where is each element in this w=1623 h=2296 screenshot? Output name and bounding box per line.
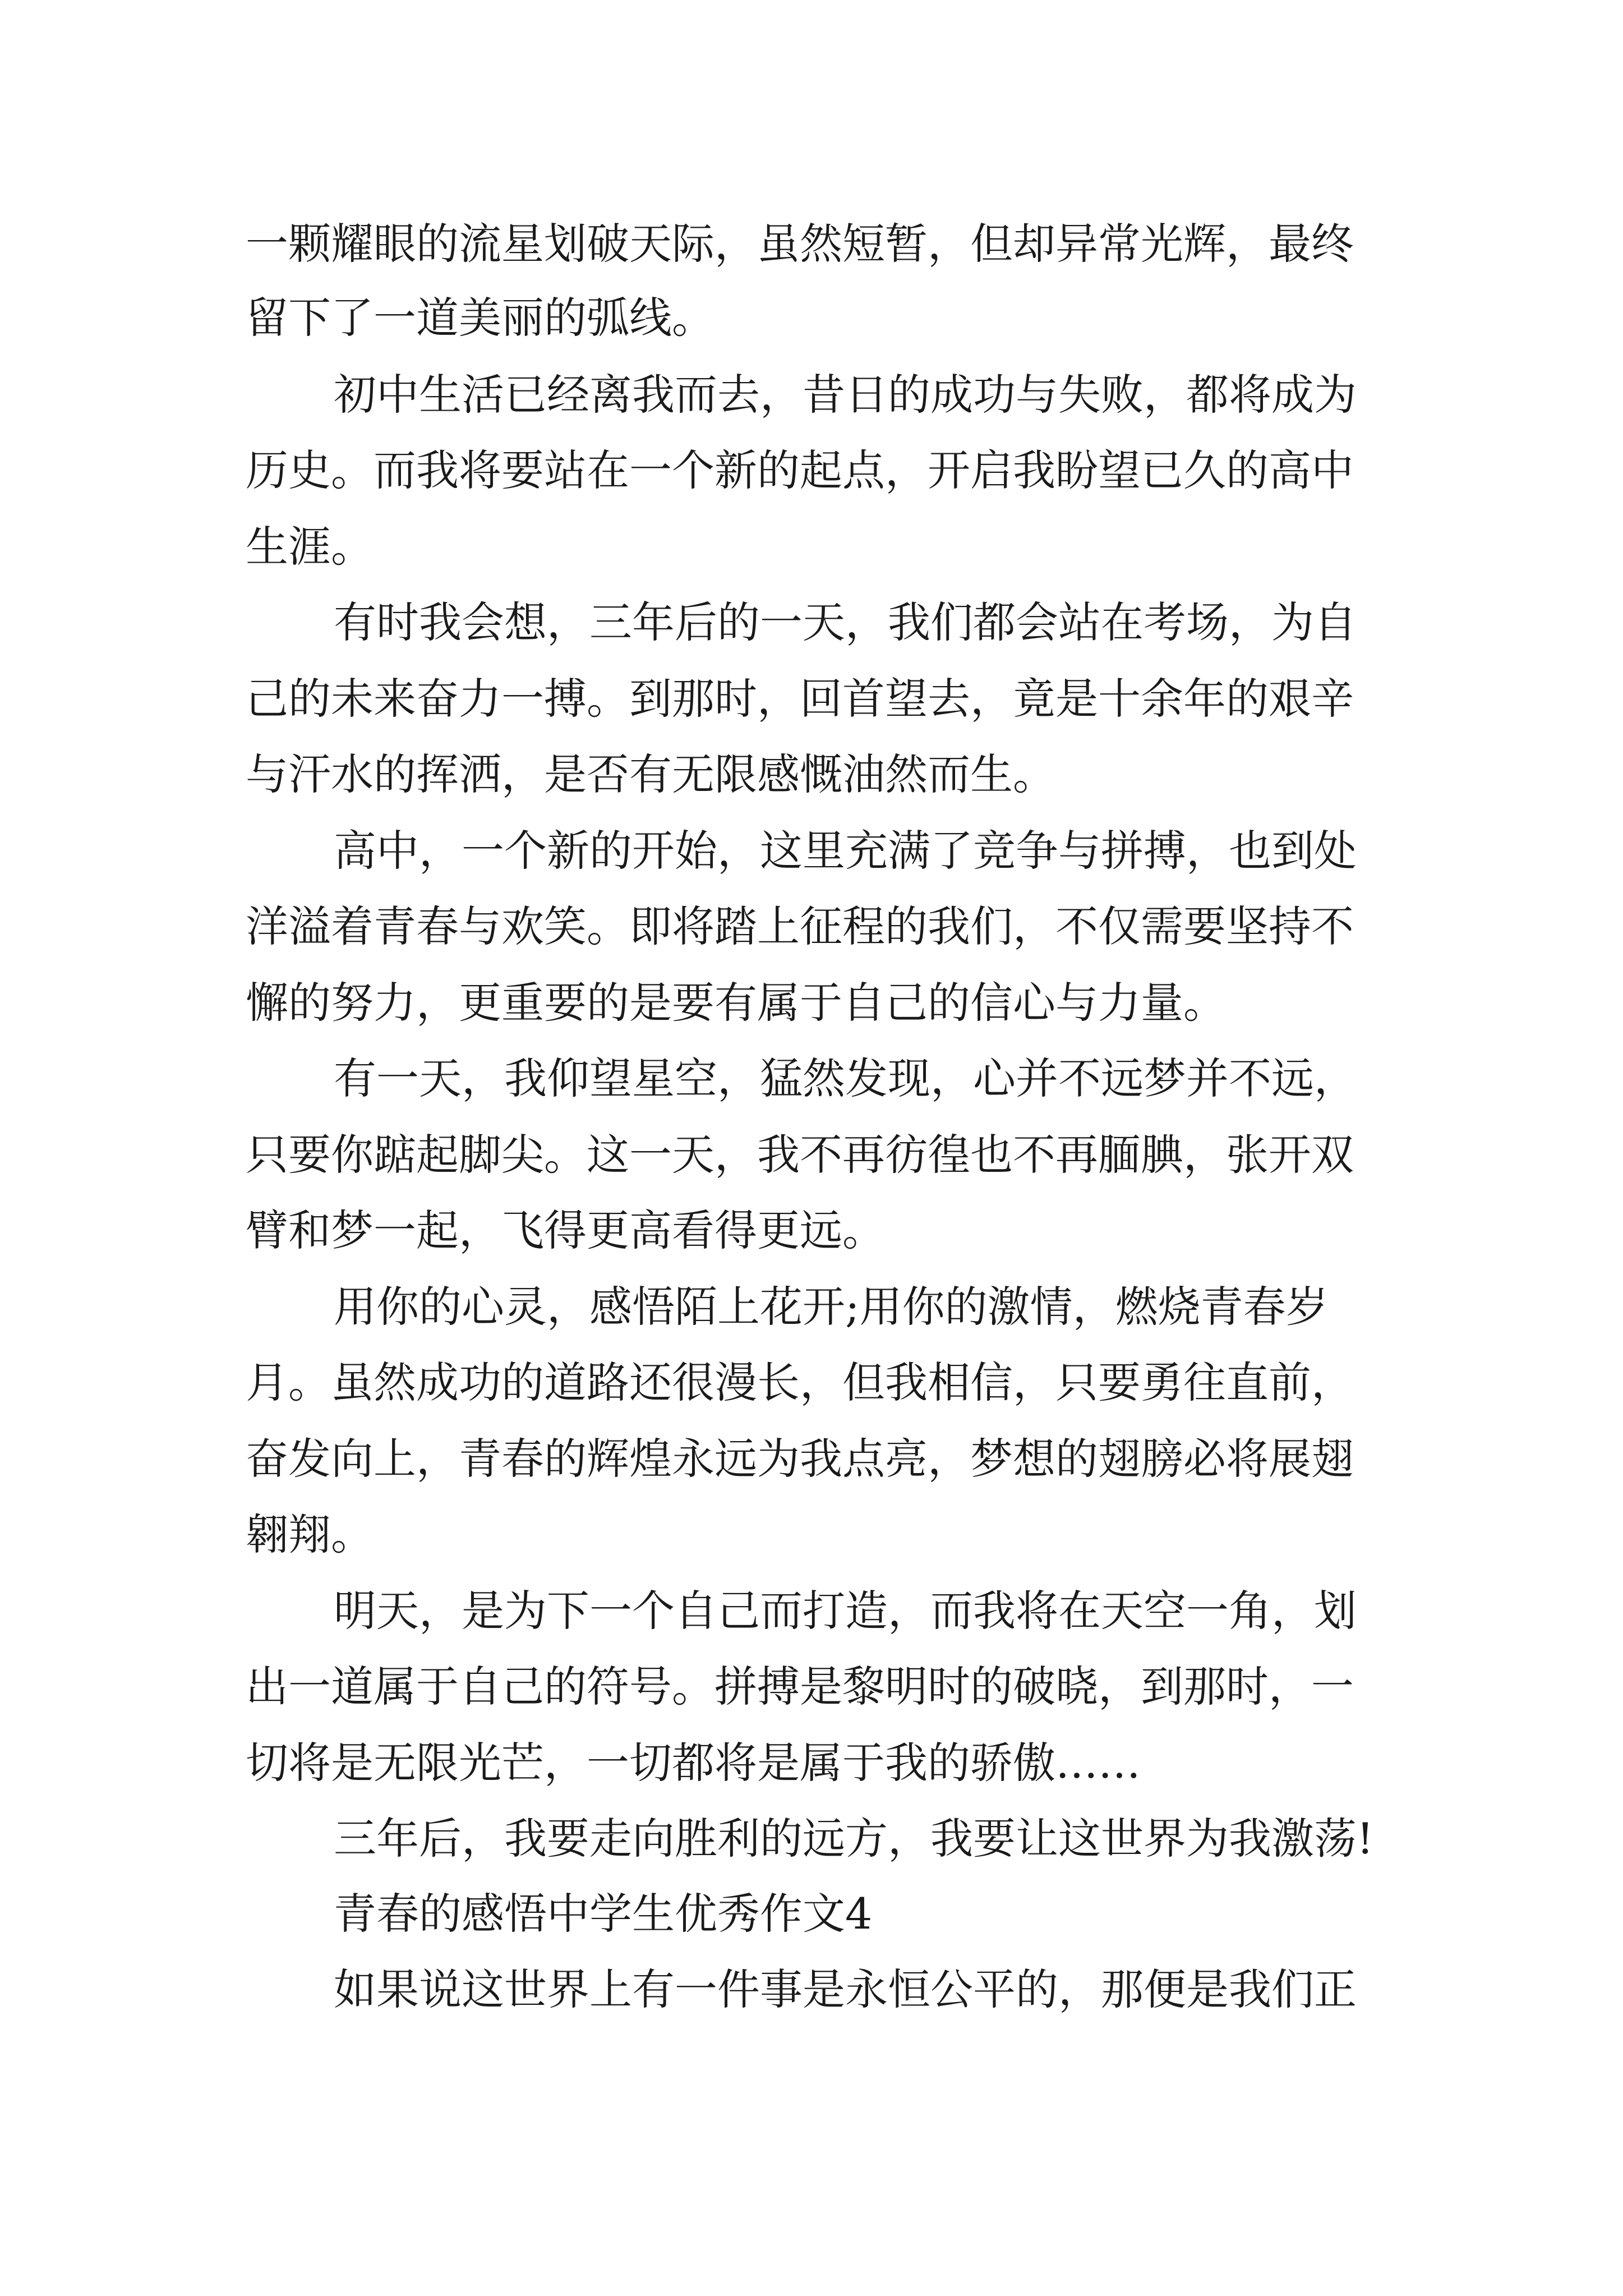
text-line: 奋发向上，青春的辉煌永远为我点亮，梦想的翅膀必将展翅	[246, 1434, 1354, 1484]
text-line: 只要你踮起脚尖。这一天，我不再彷徨也不再腼腆，张开双	[246, 1130, 1354, 1180]
text-line: 初中生活已经离我而去，昔日的成功与失败，都将成为	[334, 370, 1357, 420]
text-line: 一颗耀眼的流星划破天际，虽然短暂，但却异常光辉，最终	[246, 219, 1354, 269]
text-line: 臂和梦一起，飞得更高看得更远。	[246, 1205, 885, 1255]
text-line: 与汗水的挥洒，是否有无限感慨油然而生。	[246, 749, 1055, 799]
text-line: 月。虽然成功的道路还很漫长，但我相信，只要勇往直前，	[246, 1358, 1354, 1407]
text-line: 高中，一个新的开始，这里充满了竞争与拼搏，也到处	[334, 826, 1357, 876]
text-line: 有时我会想，三年后的一天，我们都会站在考场，为自	[334, 597, 1357, 647]
text-line: 历史。而我将要站在一个新的起点，开启我盼望已久的高中	[246, 445, 1354, 495]
text-line: 三年后，我要走向胜利的远方，我要让这世界为我激荡!	[334, 1814, 1374, 1864]
text-line: 明天，是为下一个自己而打造，而我将在天空一角，划	[334, 1586, 1357, 1636]
text-line: 翱翔。	[246, 1510, 374, 1559]
section-heading: 青春的感悟中学生优秀作文4	[334, 1889, 873, 1939]
text-line: 出一道属于自己的符号。拼搏是黎明时的破晓，到那时，一	[246, 1662, 1354, 1711]
text-line: 己的未来奋力一搏。到那时，回首望去，竟是十余年的艰辛	[246, 674, 1354, 724]
text-line: 生涯。	[246, 522, 374, 572]
text-line: 留下了一道美丽的弧线。	[246, 293, 714, 343]
text-line: 有一天，我仰望星空，猛然发现，心并不远梦并不远，	[334, 1053, 1357, 1103]
text-line: 洋溢着青春与欢笑。即将踏上征程的我们，不仅需要坚持不	[246, 901, 1354, 951]
text-line: 懈的努力，更重要的是要有属于自己的信心与力量。	[246, 978, 1226, 1028]
text-line: 切将是无限光芒，一切都将是属于我的骄傲……	[246, 1738, 1141, 1788]
text-line: 用你的心灵，感悟陌上花开;用你的激情，燃烧青春岁	[334, 1282, 1329, 1332]
text-line: 如果说这世界上有一件事是永恒公平的，那便是我们正	[334, 1964, 1357, 2014]
